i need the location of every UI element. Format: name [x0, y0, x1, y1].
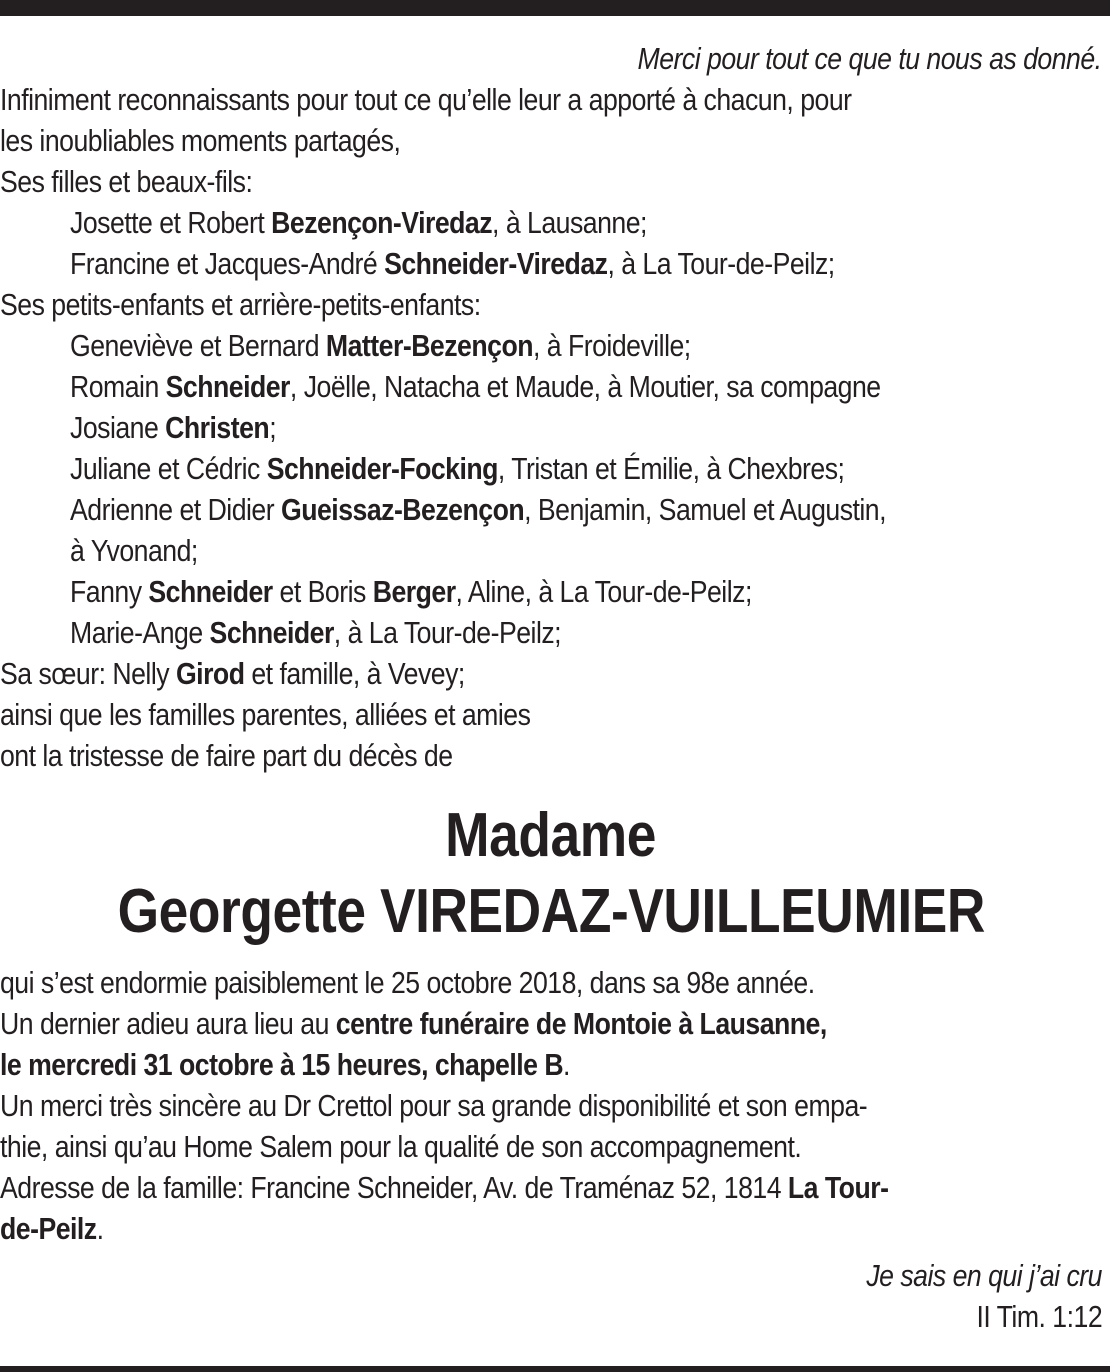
- ceremony-time: le mercredi 31 octobre à 15 heures, chapelle B: [0, 1047, 564, 1082]
- family-name: Schneider-Viredaz: [384, 246, 608, 281]
- deceased-title: Madame: [445, 801, 657, 870]
- grandchild-entry: Fanny Schneider et Boris Berger, Aline, à La Tour-de-Peilz;: [70, 574, 752, 609]
- grandchild-entry: Juliane et Cédric Schneider-Focking, Tristan et Émilie, à Chexbres;: [70, 451, 845, 486]
- grandchild-entry: Adrienne et Didier Gueissaz-Bezençon, Benjamin, Samuel et Augustin,: [70, 492, 887, 527]
- announce-line: ont la tristesse de faire part du décès de: [0, 738, 453, 773]
- address-line: Adresse de la famille: Francine Schneider, Av. de Traménaz 52, 1814 La Tour-: [0, 1170, 889, 1205]
- families-line: ainsi que les familles parentes, alliées et amies: [0, 697, 531, 732]
- grandchild-entry-continued: Josiane Christen;: [70, 410, 277, 445]
- deceased-name-block: [0, 798, 1102, 950]
- daughter-entry: Francine et Jacques-André Schneider-Viredaz, à La Tour-de-Peilz;: [70, 246, 835, 281]
- sister-line: Sa sœur: Nelly Girod et famille, à Vevey;: [0, 656, 465, 691]
- daughter-entry: Josette et Robert Bezençon-Viredaz, à Lausanne;: [70, 205, 647, 240]
- obituary-notice: [0, 38, 1102, 1337]
- closing-quote: Je sais en qui j’ai cru: [866, 1258, 1102, 1293]
- family-name: Girod: [175, 656, 245, 691]
- thanks-line: thie, ainsi qu’au Home Salem pour la qualité de son accompagnement.: [0, 1129, 802, 1164]
- address-city: La Tour-: [787, 1170, 889, 1205]
- family-name: Christen: [165, 410, 270, 445]
- grandchild-entry: Marie-Ange Schneider, à La Tour-de-Peilz;: [70, 615, 562, 650]
- family-name: Matter-Bezençon: [325, 328, 533, 363]
- intro-line: Infiniment reconnaissants pour tout ce qu’elle leur a apporté à chacun, pour: [0, 82, 852, 117]
- family-name: Berger: [372, 574, 456, 609]
- intro-line: les inoubliables moments partagés,: [0, 123, 401, 158]
- address-line: de-Peilz.: [0, 1211, 104, 1246]
- header-quote: Merci pour tout ce que tu nous as donné.: [638, 41, 1102, 76]
- passing-line: qui s’est endormie paisiblement le 25 octobre 2018, dans sa 98e année.: [0, 965, 815, 1000]
- family-name: Bezençon-Viredaz: [271, 205, 493, 240]
- grandchild-entry: Romain Schneider, Joëlle, Natacha et Maude, à Moutier, sa compagne: [70, 369, 881, 404]
- grandchild-entry-continued: à Yvonand;: [70, 533, 198, 568]
- daughters-heading: Ses filles et beaux-fils:: [0, 164, 253, 199]
- family-name: Schneider-Focking: [266, 451, 498, 486]
- family-name: Schneider: [148, 574, 273, 609]
- address-city: de-Peilz: [0, 1211, 97, 1246]
- family-name: Schneider: [165, 369, 290, 404]
- bottom-rule: [0, 1366, 1110, 1372]
- farewell-line: Un dernier adieu aura lieu au centre funéraire de Montoie à Lausanne,: [0, 1006, 827, 1041]
- family-name: Gueissaz-Bezençon: [281, 492, 525, 527]
- grandchildren-heading: Ses petits-enfants et arrière-petits-enfants:: [0, 287, 481, 322]
- top-rule: [0, 0, 1110, 16]
- grandchild-entry: Geneviève et Bernard Matter-Bezençon, à Froideville;: [70, 328, 691, 363]
- family-name: Schneider: [209, 615, 334, 650]
- deceased-name: Georgette VIREDAZ-VUILLEUMIER: [117, 877, 985, 946]
- ceremony-place: centre funéraire de Montoie à Lausanne,: [335, 1006, 827, 1041]
- thanks-line: Un merci très sincère au Dr Crettol pour sa grande disponibilité et son empa-: [0, 1088, 868, 1123]
- farewell-line: le mercredi 31 octobre à 15 heures, chapelle B.: [0, 1047, 570, 1082]
- closing-reference: II Tim. 1:12: [976, 1299, 1102, 1334]
